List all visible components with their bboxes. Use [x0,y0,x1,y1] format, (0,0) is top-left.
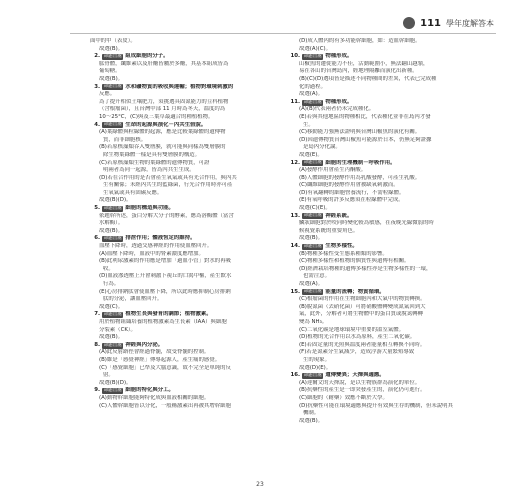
answer-line: 故選(B)(D)。 [99,197,132,204]
text-line: (B)(C)(D)選項皆是描述不同物種間的差異，代表已完成種 [299,75,437,82]
question-topic: 植物生長與發育的調節；植物激素。 [125,311,212,318]
answer-line: 故選(C)。 [99,303,124,310]
text-line: (C)若原核藻類生物的葉綠體的遺傳物質，可證 [99,159,210,166]
question-heading [90,205,295,213]
text-line: (D)血液滲透壓上升會刺激下視丘的口渴中樞，產生飲水 [99,273,232,280]
text-line: 收。 [103,265,114,272]
question-number: 14. [290,243,300,250]
question-heading [290,213,500,221]
question-topic: 物種形成。 [325,98,353,105]
left-column [90,38,295,410]
question-heading [290,372,500,380]
question-number: 11. [290,98,300,105]
text-line: 候視覺系統的重要角色。 [299,227,359,234]
question-topic: 神經與內分泌。 [125,341,164,348]
question-heading [90,311,295,319]
question-topic: 生命的起源與演化－內共生假說。 [125,121,207,128]
text-line: (D)因遺傳物質台灣山椒魚可能源於日本，仍無足夠證據 [299,136,432,143]
text-line: (B)此利尿激素的作用應是增加「過血小管」對水的再吸 [99,258,231,265]
text-line: (E)心房排鈉肽會使血壓下降，所以此時應抑制心房排鈉 [99,288,231,295]
source-badge: 命題出處 [103,84,122,90]
text-line: 分裂素（CK）。 [99,326,136,333]
right-column [290,38,500,425]
source-badge: 命題出處 [103,236,122,242]
page-number: 23 [256,481,264,488]
answer-line: 故選(B)。 [99,334,124,341]
text-line: （含根瘤菌），且台灣中部 11 月時為冬天，溫度約為 [99,106,226,113]
answer-line: 故選(B)。 [99,45,124,52]
text-line: 易在各山的台灣島內，經地理隔離而演化出新種。 [299,68,418,75]
text-line: 變為 NH₃。 [299,318,328,325]
text-line: 為了提升相似土壤肥力，須挑選具固氮能力的豆科植物 [99,98,229,105]
question-number: 4. [94,121,100,128]
question-heading [90,387,295,395]
text-line: 面中的甲（表皮）。 [90,38,136,44]
text-line: (D)經濟栽培物種的遺傳多樣性亦是生物多樣性的一環， [299,265,432,272]
text-line: (D)若在合作用的是否會產生氧氣或具有光合作用，與內共 [99,174,237,181]
question-number: 2. [94,53,100,60]
question-number: 8. [94,341,100,348]
text-line: 除生物葉綠體一樣是具有雙層膜的構造。 [103,151,201,158]
text-line: (E)若固定量的光照與溫度兩者能量相互轉換不同時。 [299,341,426,348]
text-line: 反應。 [99,91,116,98]
text-line: (A)葉綠體與粒線體的起源，應是比較葉綠體的遺傳物 [99,129,226,136]
text-line: 水解酶）。 [99,220,124,227]
text-line: (B)若原核藻類吞入雙層膜，就可能與同樣為雙層膜的 [99,144,226,151]
text-line: (C)「感覺細胞」已準及大腦意識，故不完全是單純的反 [99,364,231,371]
text-line: 生氧氣或具有固碳反應。 [103,189,163,196]
text-line: (D)抗藥性可能在環境適應與提升有效與生存的機制，但未說明其 [299,402,453,409]
question-topic: 遺傳變異；天擇與適應。 [325,372,385,379]
text-line: 生的現象。 [303,356,330,363]
text-line: 鱗狀細胞對於咬同時變化較為敏感，在夜晚光線微弱的時 [299,220,434,227]
question-number: 6. [94,235,100,242]
header-title: 學年度解答本 [446,18,494,28]
question-heading [90,53,295,61]
text-line: (F)若是氮素分生氣減少，造成浮游大量繁殖導致 [299,349,415,356]
source-badge: 命題出處 [303,289,322,295]
question-number: 12. [290,159,300,166]
text-line: (E)若與其他地區的物種相比，代表種化並非在島內才發 [299,113,431,120]
text-line: 葡萄糖。 [99,68,121,75]
text-line: (D)有氧翻轉的細胞營養流行，不需粒線體。 [299,189,405,196]
text-line: (B)物種多樣性受生態系種類的影響。 [299,250,388,257]
text-line: 肽的分泌，讓血壓回升。 [103,296,163,303]
question-heading [90,84,295,92]
question-topic: 細胞的構造與功能。 [125,205,174,212]
question-heading [90,235,295,243]
text-line: 是島內分化論。 [303,144,341,151]
question-topic: 物種形成。 [325,53,353,60]
source-badge: 命題出處 [103,312,122,318]
text-line: (C)二氧化碳是地球環境中重要的溫室氣體。 [299,326,405,333]
text-line: (A)血壓下降時，血液中的腎素濃度應增加。 [99,250,204,257]
answer-line: 故選(B)。 [99,227,124,234]
text-line: (C)根瘤菌的作用在生物細胞內和大氣中的物質轉換。 [299,296,426,303]
header-book-number: 111 [420,17,441,29]
text-line: 機制。 [303,410,320,417]
answer-line: 故選(B)。 [299,235,324,242]
text-line: 用於植物組織培養的植物激素為生長素（IAA）與細胞 [99,318,227,325]
answer-line: 故選(A)(C)。 [299,45,332,52]
header-marker-icon [403,17,415,29]
question-topic: 細胞的生理機制－呼吸作用。 [325,159,396,166]
answer-line: 故選(C)(E)。 [299,205,331,212]
text-line: (B)人體細胞的發酵作用為乳酸發酵，可產生乳酸。 [299,174,421,181]
text-line: (A)(B)代表兩者仍未完成種化。 [299,106,375,113]
source-badge: 命題出處 [303,243,322,249]
text-line: (A)此反射路徑會經過脊髓，故受脊髓的控制。 [99,349,210,356]
text-line: (C)細胞的（耐藥）效應不斷於大學。 [299,394,388,401]
source-badge: 命題出處 [303,372,322,378]
text-line: (A)達爾文的天擇說，是以生物族群為演化的單位。 [299,379,421,386]
question-topic: 水和礦物質的吸收與運輸；植物對環境刺激的 [125,83,234,90]
question-number: 7. [94,311,100,318]
answer-line: 故選(E)。 [299,151,323,158]
source-badge: 命題出處 [303,99,322,105]
text-line: 射。 [103,372,114,379]
text-line: (D)成人體內的有多功能幹細胞，如：造血幹細胞。 [299,38,421,44]
text-line: (C)移動能力強無法證明與台灣山椒魚的演化有關。 [299,129,421,136]
source-badge: 命題出處 [103,342,122,348]
source-badge: 命題出處 [303,213,322,219]
text-line: 明兩者為同一起源，皆為內共生生成。 [103,167,195,174]
question-number: 5. [94,205,100,212]
answer-line: 故選(B)。 [299,417,324,424]
question-number: 9. [94,387,100,394]
question-heading [90,122,295,130]
answer-line: 故選(A)。 [299,91,324,98]
text-line: (B)抗藥性的產生是一即突發產生的，演化仍可進行。 [299,387,426,394]
text-line: 10～25°C，(C)與及三葉草最適合的種植植物。 [99,113,214,120]
page-header [403,16,494,30]
text-line: (B)維是「感覺神經」傳導起源人，產生痛的感覺。 [99,356,221,363]
question-heading [290,53,500,61]
text-line: 血壓下降時，透過交感神經的作用使血壓回升。 [99,243,213,250]
text-line: (A)發酵作用會產生丙酮酸。 [299,167,367,174]
text-line: 也需注意。 [303,273,330,280]
header-divider [70,33,496,34]
question-heading [90,342,295,350]
text-line: 山椒魚的遷徙能力不佳，活動範圍小，無法翻山越嶺， [299,60,429,67]
answer-line: 故選(B)。 [99,75,124,82]
text-line: (B)脫氮菌（去硝化菌）可將硝酸鹽轉變成氮氣回到大 [299,303,426,310]
question-heading [290,289,500,297]
text-line: 化的過程。 [299,83,326,90]
question-number: 10. [290,53,300,60]
source-badge: 命題出處 [103,205,122,211]
source-badge: 命題出處 [103,53,122,59]
answer-line: 故選(B)(D)。 [99,379,132,386]
text-line: (C)人體幹細胞皆以分化，一般稱激素出再被其增幹細胞 [99,402,231,409]
text-line: 生有關係；未經內共生的藍綠菌，行光合作用時亦可產 [103,182,233,189]
text-line: (A)動物幹細胞能夠特化成與血液相關的細胞。 [99,394,210,401]
text-line: (C)纖維細胞的發酵作用會被缺氧刺激而。 [299,182,399,189]
question-heading [290,99,500,107]
question-topic: 生物多樣性。 [325,243,358,250]
question-number: 3. [94,83,100,90]
question-topic: 細胞的特化與分工。 [125,387,174,394]
source-badge: 命題出處 [303,53,322,59]
question-topic: 組成細胞的分子。 [125,53,169,60]
source-badge: 命題出處 [303,160,322,166]
question-heading [290,243,500,251]
answer-line: 故選(A)。 [299,281,324,287]
text-line: (E)有氧呼吸的許多反應須在粒線體中完成。 [299,197,404,204]
question-number: 15. [290,288,300,295]
question-heading [290,160,500,168]
text-line: 行為。 [103,281,120,287]
text-line: 生。 [303,121,314,128]
text-line: (C)物種多樣性和植物的個質性與遺傳有相關。 [299,258,410,265]
question-topic: 神經系統。 [325,212,353,219]
text-line: 肱骨體，纖維素以及肝醣皆屬於多醣，其基本組成皆為 [99,60,229,67]
question-topic: 能量的流轉；物質循環。 [325,288,385,295]
question-number: 13. [290,212,300,219]
question-topic: 排泄作用；體液恆定的維持。 [125,235,196,242]
source-badge: 命題出處 [103,388,122,394]
source-badge: 命題出處 [103,122,122,128]
text-line: 氣，此外，分解者可將生物體中的蛋白質或脫氮轉轉 [299,311,423,318]
text-line: 依題幹所述，蛋白分解大分子的酵素，應為溶酶體（富含 [99,212,234,219]
question-number: 16. [290,372,300,379]
text-line: 質，而非細胞核。 [103,136,147,143]
answer-line: 故選(D)(E)。 [299,364,332,371]
text-line: (D)植物的光合作用以水為原料，產生二氧化碳。 [299,334,416,341]
